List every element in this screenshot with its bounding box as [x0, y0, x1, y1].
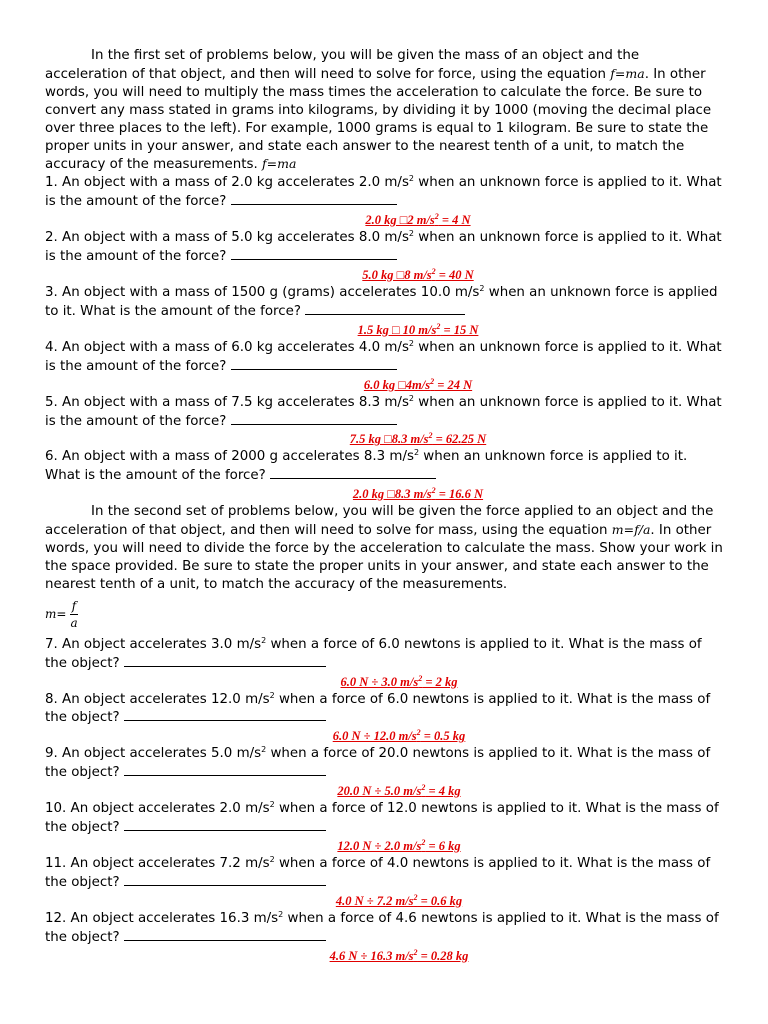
squared-exponent: 2 — [269, 690, 275, 700]
answer-key — [45, 266, 725, 284]
problem-question — [45, 448, 725, 485]
question-text-2: when an unknown force is applied to it. What is the amount of the force? — [45, 339, 722, 374]
squared-exponent: 2 — [421, 838, 426, 847]
question-text: 6. An object with a mass of 2000 g accelerates 8.3 m/s — [45, 449, 414, 465]
question-text-2: when an unknown force is applied to it. What is the amount of the force? — [45, 230, 722, 265]
question-text-2: when an unknown force is applied to it. What is the amount of the force? — [45, 284, 718, 319]
answer-text: 1.5 kg □ 10 m/s — [357, 322, 437, 337]
answer-text: 12.0 N ÷ 2.0 m/s — [337, 839, 422, 853]
question-text-2: when a force of 4.0 newtons is applied to it. What is the mass of the object? — [45, 856, 711, 890]
answer-result: = 0.28 kg — [417, 948, 469, 963]
question-text-2: when a force of 12.0 newtons is applied to it. What is the mass of the object? — [45, 801, 719, 836]
question-text-2: when a force of 6.0 newtons is applied to it. What is the mass of the object? — [45, 691, 711, 726]
answer-blank[interactable] — [124, 763, 326, 776]
answer-blank[interactable] — [231, 412, 397, 425]
answer-blank[interactable] — [124, 708, 326, 721]
answer-blank[interactable] — [270, 466, 436, 479]
problem-question — [45, 174, 725, 211]
question-text-2: when an unknown force is applied to it. What is the amount of the force? — [45, 394, 722, 429]
fraction-body — [68, 598, 79, 631]
question-text-2: when a force of 20.0 newtons is applied to it. What is the mass of the object? — [45, 746, 711, 781]
mass-formula-fraction — [45, 594, 80, 636]
question-text-2: when a force of 4.6 newtons is applied to it. What is the mass of the object? — [45, 910, 719, 945]
answer-text: 4.0 N ÷ 7.2 m/s — [335, 893, 414, 908]
force-equation: f=ma — [610, 65, 645, 81]
answer-key — [45, 211, 725, 229]
question-text: 11. An object accelerates 7.2 m/s — [45, 856, 270, 871]
answer-text: 20.0 N ÷ 5.0 m/s — [337, 784, 422, 799]
force-instructions-text: In the first set of problems below, you will be given the mass of an object and the acceleration of that object, and then will need to solve for force, using the equation — [45, 48, 640, 82]
answer-blank[interactable] — [305, 302, 465, 315]
answer-result: = 62.25 N — [432, 432, 487, 447]
squared-exponent: 2 — [261, 635, 267, 645]
answer-blank[interactable] — [124, 654, 326, 667]
answer-text: 6.0 kg □4m/s — [363, 377, 431, 392]
squared-exponent: 2 — [431, 266, 436, 276]
question-text: 3. An object with a mass of 1500 g (grams) accelerates 10.0 m/s — [45, 284, 480, 300]
squared-exponent: 2 — [416, 728, 421, 738]
problem-question — [45, 229, 725, 266]
mass-instructions — [45, 503, 725, 594]
answer-text: 4.6 N ÷ 16.3 m/s — [329, 948, 414, 963]
answer-key — [45, 782, 725, 800]
question-text-2: when an unknown force is applied to it. What is the amount of the force? — [45, 449, 688, 484]
problem-question — [45, 910, 725, 947]
problem-question — [45, 284, 725, 321]
question-text-2: when an unknown force is applied to it. What is the amount of the force? — [45, 175, 722, 210]
squared-exponent: 2 — [408, 229, 415, 239]
answer-key — [45, 947, 725, 965]
answer-text: 6.0 N ÷ 3.0 m/s — [340, 674, 419, 689]
fraction-lhs: m= — [45, 606, 67, 621]
squared-exponent: 2 — [269, 855, 275, 864]
answer-result: = 15 N — [440, 322, 479, 337]
question-text: 1. An object with a mass of 2.0 kg accelerates 2.0 m/s — [45, 175, 409, 191]
answer-text: 7.5 kg □8.3 m/s — [349, 432, 429, 447]
question-text: 12. An object accelerates 16.3 m/s — [45, 910, 279, 926]
answer-result: = 4 N — [438, 213, 471, 228]
answer-key — [45, 485, 725, 503]
squared-exponent: 2 — [269, 800, 275, 810]
answer-key — [45, 727, 725, 745]
problem-question — [45, 339, 725, 376]
answer-result: = 0.5 kg — [420, 729, 466, 744]
squared-exponent: 2 — [436, 321, 441, 331]
problem-question — [45, 636, 725, 673]
answer-result: = 40 N — [435, 267, 474, 282]
answer-blank[interactable] — [124, 818, 326, 831]
answer-blank[interactable] — [231, 247, 397, 260]
answer-blank[interactable] — [124, 873, 326, 886]
mass-instructions-text-2: . In other words, you will need to divide the force by the acceleration to calculate the mass. Show your work in the space provided. Be sure to state the proper units in your answer, and state each answer to the nearest tenth of a unit, to match the accuracy of the measurements. — [45, 523, 723, 592]
mass-equation: m=f/a — [611, 522, 651, 538]
force-instructions-text-2: . In other words, you will need to multiply the mass times the acceleration to calculate the force. Be sure to convert any mass stated in grams into kilograms, by dividing it by 1000 (moving the decimal place over three places to the left). For example, 1000 grams is equal to 1 kilogram. Be sure to state the proper units in your answer, and state each answer to the nearest tenth of a unit, to match the accuracy of the measurements. — [45, 66, 712, 173]
problem-question — [45, 394, 725, 431]
answer-result: = 4 kg — [425, 784, 461, 799]
squared-exponent: 2 — [408, 393, 415, 403]
squared-exponent: 2 — [430, 376, 435, 386]
answer-blank[interactable] — [231, 357, 397, 370]
question-text: 2. An object with a mass of 5.0 kg accelerates 8.0 m/s — [45, 230, 409, 246]
worksheet-page — [45, 47, 725, 965]
answer-text: 6.0 N ÷ 12.0 m/s — [332, 729, 417, 744]
squared-exponent: 2 — [428, 431, 433, 441]
question-text: 9. An object accelerates 5.0 m/s — [45, 746, 262, 762]
answer-result: = 0.6 kg — [417, 893, 463, 908]
answer-result: = 16.6 N — [435, 487, 484, 502]
question-text: 7. An object accelerates 3.0 m/s — [45, 636, 262, 652]
fraction-numerator: f — [71, 599, 77, 614]
question-text-2: when a force of 6.0 newtons is applied to it. What is the mass of the object? — [45, 636, 702, 671]
force-instructions — [45, 47, 725, 174]
answer-text: 2.0 kg □8.3 m/s — [352, 487, 432, 502]
problem-question — [45, 800, 725, 837]
mass-instructions-text: In the second set of problems below, you will be given the force applied to an object and the acceleration of that object, and then will need to solve for mass, using the equation — [45, 504, 714, 539]
problem-question — [45, 855, 725, 892]
force-problem-list — [45, 174, 725, 503]
squared-exponent: 2 — [408, 174, 415, 184]
squared-exponent: 2 — [418, 673, 423, 683]
answer-blank[interactable] — [124, 928, 326, 941]
squared-exponent: 2 — [421, 783, 426, 793]
squared-exponent: 2 — [479, 283, 485, 293]
squared-exponent: 2 — [261, 745, 267, 755]
problem-question — [45, 691, 725, 728]
squared-exponent: 2 — [431, 486, 436, 496]
answer-blank[interactable] — [231, 192, 397, 205]
question-text: 4. An object with a mass of 6.0 kg accelerates 4.0 m/s — [45, 339, 409, 355]
answer-key — [45, 430, 725, 448]
answer-result: = 6 kg — [425, 839, 461, 853]
answer-key — [45, 892, 725, 910]
question-text: 5. An object with a mass of 7.5 kg accelerates 8.3 m/s — [45, 394, 409, 410]
mass-problem-list — [45, 636, 725, 965]
answer-text: 5.0 kg □8 m/s — [362, 267, 432, 282]
squared-exponent: 2 — [408, 338, 415, 348]
squared-exponent: 2 — [413, 892, 418, 902]
answer-result: = 2 kg — [422, 674, 458, 689]
answer-key — [45, 673, 725, 691]
answer-key — [45, 321, 725, 339]
squared-exponent: 2 — [413, 947, 418, 957]
fraction-denominator: a — [70, 616, 78, 631]
answer-key — [45, 376, 725, 394]
squared-exponent: 2 — [434, 212, 439, 222]
answer-key — [45, 837, 725, 855]
answer-result: = 24 N — [434, 377, 473, 392]
question-text: 8. An object accelerates 12.0 m/s — [45, 691, 270, 707]
squared-exponent: 2 — [278, 909, 284, 919]
problem-question — [45, 745, 725, 782]
question-text: 10. An object accelerates 2.0 m/s — [45, 801, 270, 817]
squared-exponent: 2 — [413, 448, 420, 458]
force-equation-2: f=ma — [261, 156, 297, 172]
answer-text: 2.0 kg □2 m/s — [365, 213, 435, 228]
